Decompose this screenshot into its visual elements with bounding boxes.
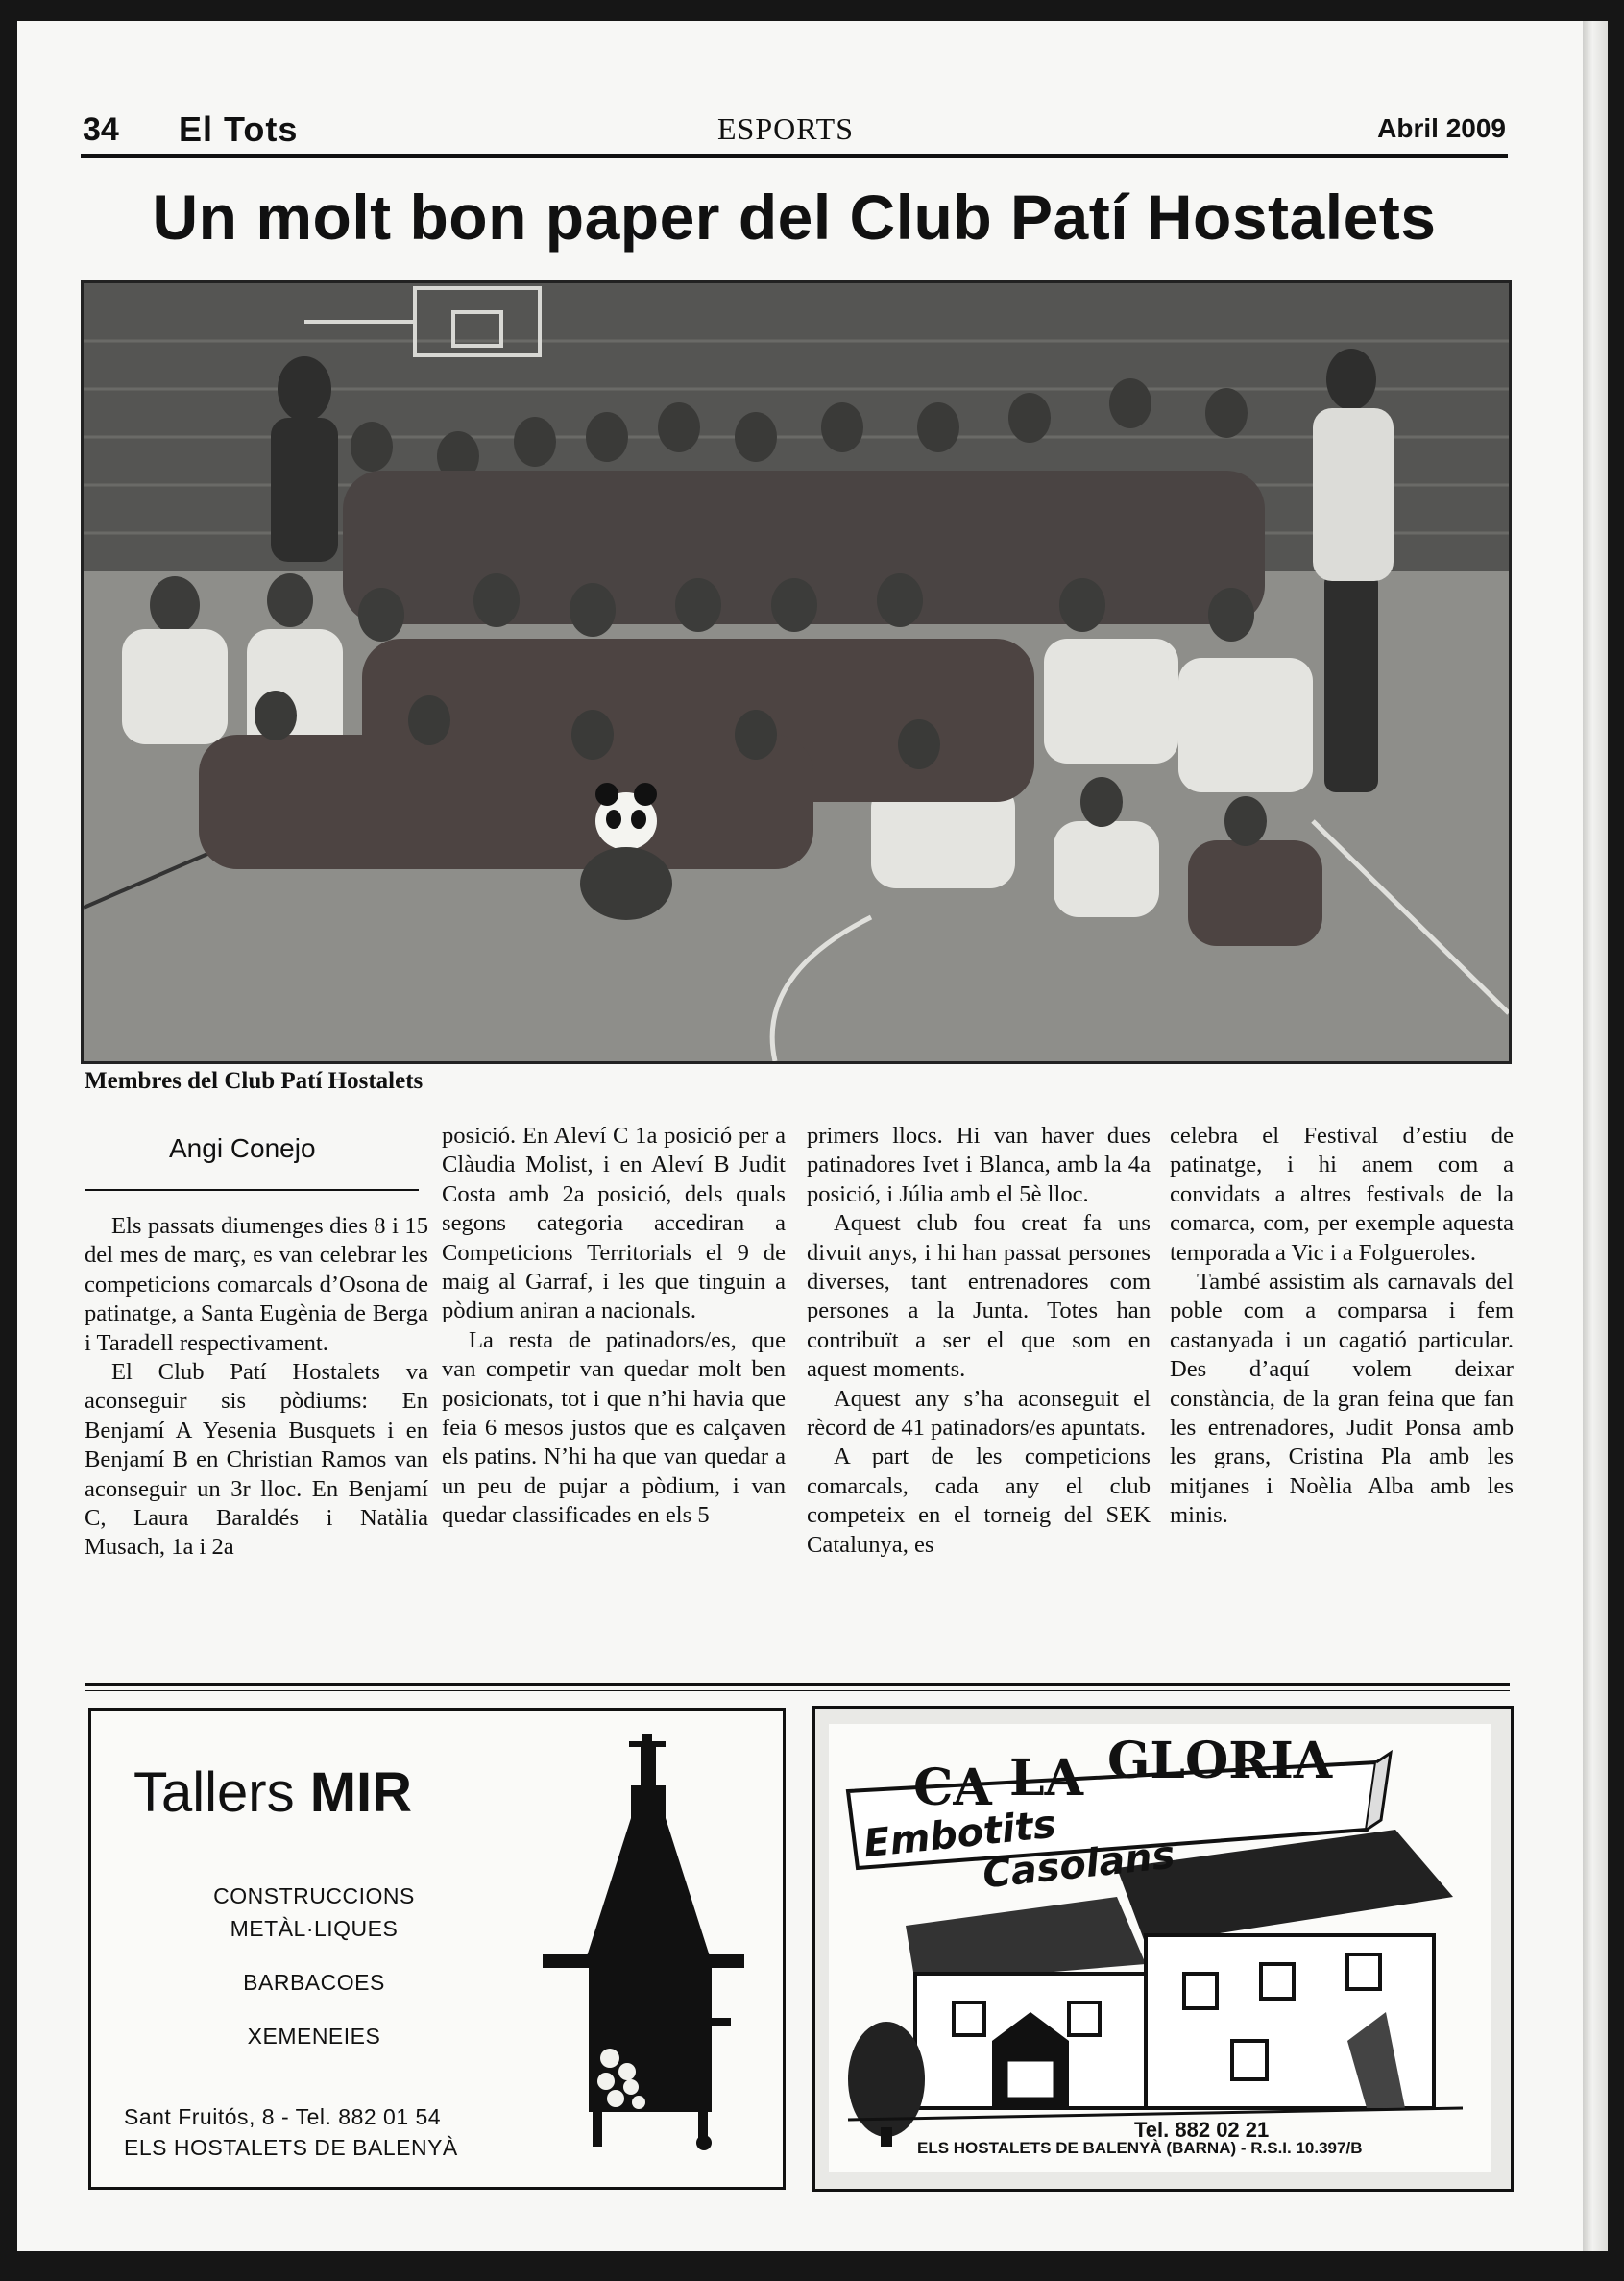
advert-banner-word: LA [1009, 1749, 1083, 1808]
article-column-4 [1170, 1122, 1514, 1531]
advert-town: ELS HOSTALETS DE BALENYÀ [124, 2135, 458, 2160]
advert-address: Sant Fruitós, 8 - Tel. 882 01 54 [124, 2104, 442, 2129]
advert-tallers-mir [88, 1708, 786, 2190]
paragraph: A part de les competicions comarcals, cada any el club competeix en el torneig del SEK Catalunya, es [807, 1444, 1151, 1558]
article-column-3 [807, 1122, 1151, 1560]
advert-name-light: Tallers [133, 1761, 295, 1824]
paragraph: També assistim als carnavals del poble com a comparsa i fem castanyada i un cagatió particular. Des d’aquí volem deixar constància, de la gran feina que fan les entrenadores, Judit Ponsa amb les grans, Cristina Pla amb les mitjanes i Noèlia Alba amb les minis. [1170, 1269, 1514, 1529]
paragraph: El Club Patí Hostalets va aconseguir sis pòdiums: En Benjamí A Yesenia Busquets i en Benjamí B en Christian Ramos van aconseguir un 3r lloc. En Benjamí C, Laura Baraldés i Natàlia Musach, 1a i 2a [85, 1359, 428, 1561]
advert-script-line: Embotits [861, 1802, 1058, 1867]
ads-divider-top [85, 1683, 1510, 1686]
barbecue-grill-icon [539, 1730, 760, 2152]
advert-banner-word: CA [913, 1759, 992, 1817]
paragraph: Aquest club fou creat fa uns divuit anys, i hi han passat persones diverses, tant entrenadores com persones a la Junta. Totes han contribuït a ser el que som en aquest moments. [807, 1210, 1151, 1383]
advert-frame [829, 1724, 1491, 2172]
ads-divider-bottom [85, 1690, 1510, 1691]
paragraph: celebra el Festival d’estiu de patinatge, i hi anem com a convidats a altres festivals de la comarca, com, per exemple aquesta temporada a Vic i a Folgueroles. [1170, 1123, 1514, 1266]
team-photo-drawing [84, 283, 1509, 1061]
byline-rule [85, 1189, 419, 1191]
header-rule [81, 154, 1508, 158]
advert-title [133, 1760, 412, 1825]
paragraph: Aquest any s’ha aconseguit el rècord de 41 patinadors/es apuntats. [807, 1385, 1151, 1442]
publication-name: El Tots [179, 109, 299, 149]
section-name: ESPORTS [716, 111, 854, 146]
advert-service: XEMENEIES [247, 2024, 381, 2049]
advert-phone: Tel. 882 02 21 [1134, 2118, 1270, 2142]
paragraph: La resta de patinadors/es, que van competir van quedar molt ben posicionats, tot i que n’hi havia que feia 6 mesos justos que es calçaven els patins. N’hi ha que van quedar a un peu de pujar a pòdium, i van quedar classificades en els 5 [442, 1326, 786, 1529]
advert-name-bold: MIR [309, 1761, 413, 1824]
advert-script-line: Casolans [981, 1832, 1177, 1898]
advert-service: METÀL·LIQUES [230, 1916, 399, 1941]
page-header [65, 106, 1506, 156]
advert-service: BARBACOES [243, 1970, 385, 1995]
team-photo [81, 280, 1512, 1064]
issue-date: Abril 2009 [1377, 113, 1506, 143]
page-number: 34 [83, 111, 119, 148]
article-column-2 [442, 1122, 786, 1531]
advert-ca-la-gloria [812, 1706, 1514, 2192]
article-column-1 [85, 1212, 428, 1563]
advert-banner-word: GLORIA [1107, 1732, 1333, 1790]
article-headline: Un molt bon paper del Club Patí Hostalets [152, 182, 1437, 253]
next-page-edge [1583, 21, 1608, 2251]
advert-address: ELS HOSTALETS DE BALENYÀ (BARNA) - R.S.I. 10.397/B [917, 2139, 1363, 2157]
article-byline: Angi Conejo [169, 1133, 316, 1163]
advert-service: CONSTRUCCIONS [213, 1883, 415, 1908]
paragraph: primers llocs. Hi van haver dues patinadores Ivet i Blanca, amb la 4a posició, i Júlia amb el 5è lloc. [807, 1123, 1151, 1207]
photo-caption: Membres del Club Patí Hostalets [85, 1068, 424, 1094]
paragraph: posició. En Aleví C 1a posició per a Clàudia Molist, i en Aleví B Judit Costa amb 2a posició, dels quals segons categoria accediran a Competicions Territorials el 9 de maig al Garraf, i les que tinguin a pòdium aniran a nacionals. [442, 1123, 786, 1324]
paragraph: Els passats diumenges dies 8 i 15 del mes de març, es van celebrar les competicions comarcals d’Osona de patinatge, a Santa Eugènia de Berga i Taradell respectivament. [85, 1213, 428, 1356]
